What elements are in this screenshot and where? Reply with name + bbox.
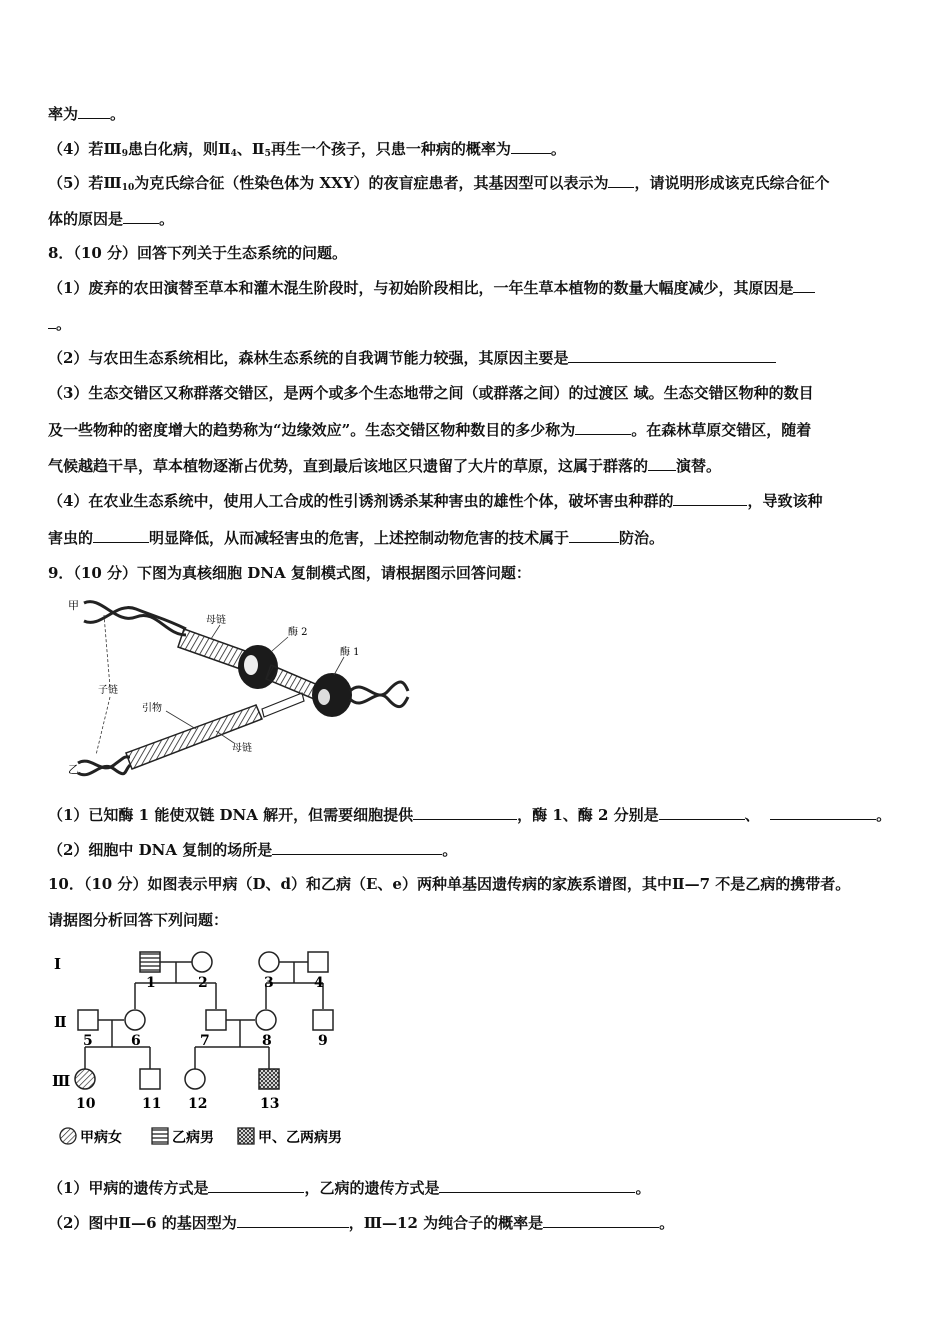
answer-blank[interactable] [48,314,56,329]
dna-replication-diagram [66,595,411,785]
id-11: 11 [142,1096,162,1112]
q9-heading: 9．（10 分）下图为真核细胞 DNA 复制模式图，请根据图示回答问题： [48,564,531,582]
individual-I-2 [192,952,212,972]
answer-blank[interactable] [413,805,517,820]
q7-part4: （4）若$Ⅲ_9$患白化病，则$Ⅱ_4$、$Ⅱ_5$再生一个孩子，只患一种病的概率为 。 [48,140,566,159]
q10-part1: （1）甲病的遗传方式是 ，乙病的遗传方式是 。 [48,1179,651,1197]
answer-blank[interactable] [208,1178,304,1193]
q10-heading-line2: 请据图分析回答下列问题： [48,911,229,929]
id-2: 2 [198,975,208,991]
q8-part2: （2）与农田生态系统相比，森林生态系统的自我调节能力较强，其原因主要是 [48,348,776,368]
individual-I-3 [259,952,279,972]
legend-jia-female: 甲病女 [80,1130,122,1146]
answer-blank[interactable] [439,1178,635,1193]
label-enzyme-1: 酶 1 [340,647,360,658]
legend-jia-female-symbol [60,1128,76,1144]
answer-blank[interactable] [770,805,876,820]
generation-label-I: Ⅰ [54,955,62,973]
individual-II-7 [206,1010,226,1030]
individual-III-13 [259,1069,279,1089]
individual-II-5 [78,1010,98,1030]
individual-III-10 [75,1069,95,1089]
q8-part1-line2: 。 [48,314,71,334]
q9-part2: （2）细胞中 DNA 复制的场所是 。 [48,841,458,859]
id-9: 9 [318,1033,328,1049]
q9-part1: （1）已知酶 1 能使双链 DNA 解开，但需要细胞提供 ，酶 1、酶 2 分别是 、 。 [48,806,892,824]
q8-part3: （3）生态交错区又称群落交错区，是两个或多个生态地带之间（或群落之间）的过渡区 域。生态交错区物种的数目 [48,384,814,402]
q8-part4-line2: 害虫的 明显降低，从而减轻害虫的危害，上述控制动物危害的技术属于 防治。 [48,529,665,547]
answer-blank[interactable] [272,840,442,855]
individual-II-6 [125,1010,145,1030]
lower-daughter-strand [78,693,304,775]
id-8: 8 [262,1033,272,1049]
q8-part3-line2: 及一些物种的密度增大的趋势称为“边缘效应”。生态交错区物种数目的多少称为 。在森林草原交错区，随着 [48,421,812,439]
answer-blank[interactable] [608,173,634,188]
id-4: 4 [314,975,324,991]
individual-I-4 [308,952,328,972]
label-enzyme-2: 酶 2 [288,627,308,638]
answer-blank[interactable] [793,278,815,293]
answer-blank[interactable] [575,420,631,435]
legend-both-male: 甲、乙两病男 [258,1130,342,1146]
pedigree-chart [50,945,370,1150]
label-parent-strand-bottom: 母链 [232,743,252,754]
answer-blank[interactable] [648,456,676,471]
id-6: 6 [131,1033,141,1049]
right-helix [350,682,408,707]
answer-blank[interactable] [673,491,747,506]
enzyme-1-blob [312,673,352,717]
answer-blank[interactable] [237,1213,349,1228]
answer-blank[interactable] [543,1213,659,1228]
middle-duplex [266,665,318,699]
q7-line1: 率为 。 [48,105,126,123]
q7-part5-line2: 体的原因是 。 [48,210,175,228]
id-10: 10 [76,1096,96,1112]
q8-part3-line3: 气候越趋干旱，草本植物逐渐占优势，直到最后该地区只遗留了大片的草原，这属于群落的 演替。 [48,457,722,475]
answer-blank[interactable] [123,209,159,224]
answer-blank[interactable] [569,528,619,543]
q10-heading: 10．（10 分）如图表示甲病（D、d）和乙病（E、e）两种单基因遗传病的家族系谱图，其中Ⅱ—7 不是乙病的携带者。 [48,875,851,893]
id-7: 7 [200,1033,210,1049]
individual-II-9 [313,1010,333,1030]
generation-label-II: Ⅱ [54,1013,67,1031]
individual-II-8 [256,1010,276,1030]
id-3: 3 [264,975,274,991]
answer-blank[interactable] [93,528,149,543]
id-5: 5 [83,1033,93,1049]
id-13: 13 [260,1096,280,1112]
q8-heading: 8．（10 分）回答下列关于生态系统的问题。 [48,244,348,262]
individual-III-12 [185,1069,205,1089]
id-1: 1 [146,975,156,991]
q7-part5: （5）若$Ⅲ_{10}$为克氏综合征（性染色体为 XXY）的夜盲症患者，其基因型可以表示为 ，请说明形成该克氏综合征个 [48,174,830,193]
generation-label-III: Ⅲ [52,1072,71,1090]
label-parent-strand-top: 母链 [206,615,226,626]
upper-parent-strand [84,602,251,671]
label-primer: 引物 [142,703,162,714]
answer-blank[interactable] [568,348,776,363]
answer-blank[interactable] [78,104,110,119]
q10-part2: （2）图中Ⅱ—6 的基因型为 ，Ⅲ—12 为纯合子的概率是 。 [48,1214,675,1232]
label-jia: 甲 [68,599,79,612]
q8-part4: （4）在农业生态系统中，使用人工合成的性引诱剂诱杀某种害虫的雄性个体，破坏害虫种群的 ，导致该种 [48,492,823,510]
legend-yi-male-symbol [152,1128,168,1144]
q8-part1: （1）废弃的农田演替至草本和灌木混生阶段时，与初始阶段相比，一年生草本植物的数量大幅度减少，其原因是 [48,278,815,298]
legend-yi-male: 乙病男 [172,1130,214,1146]
answer-blank[interactable] [659,805,745,820]
individual-I-1 [140,952,160,972]
answer-blank[interactable] [511,139,551,154]
label-yi: 乙 [68,763,79,776]
legend-both-male-symbol [238,1128,254,1144]
individual-III-11 [140,1069,160,1089]
label-daughter-strand: 子链 [98,685,118,696]
id-12: 12 [188,1096,208,1112]
